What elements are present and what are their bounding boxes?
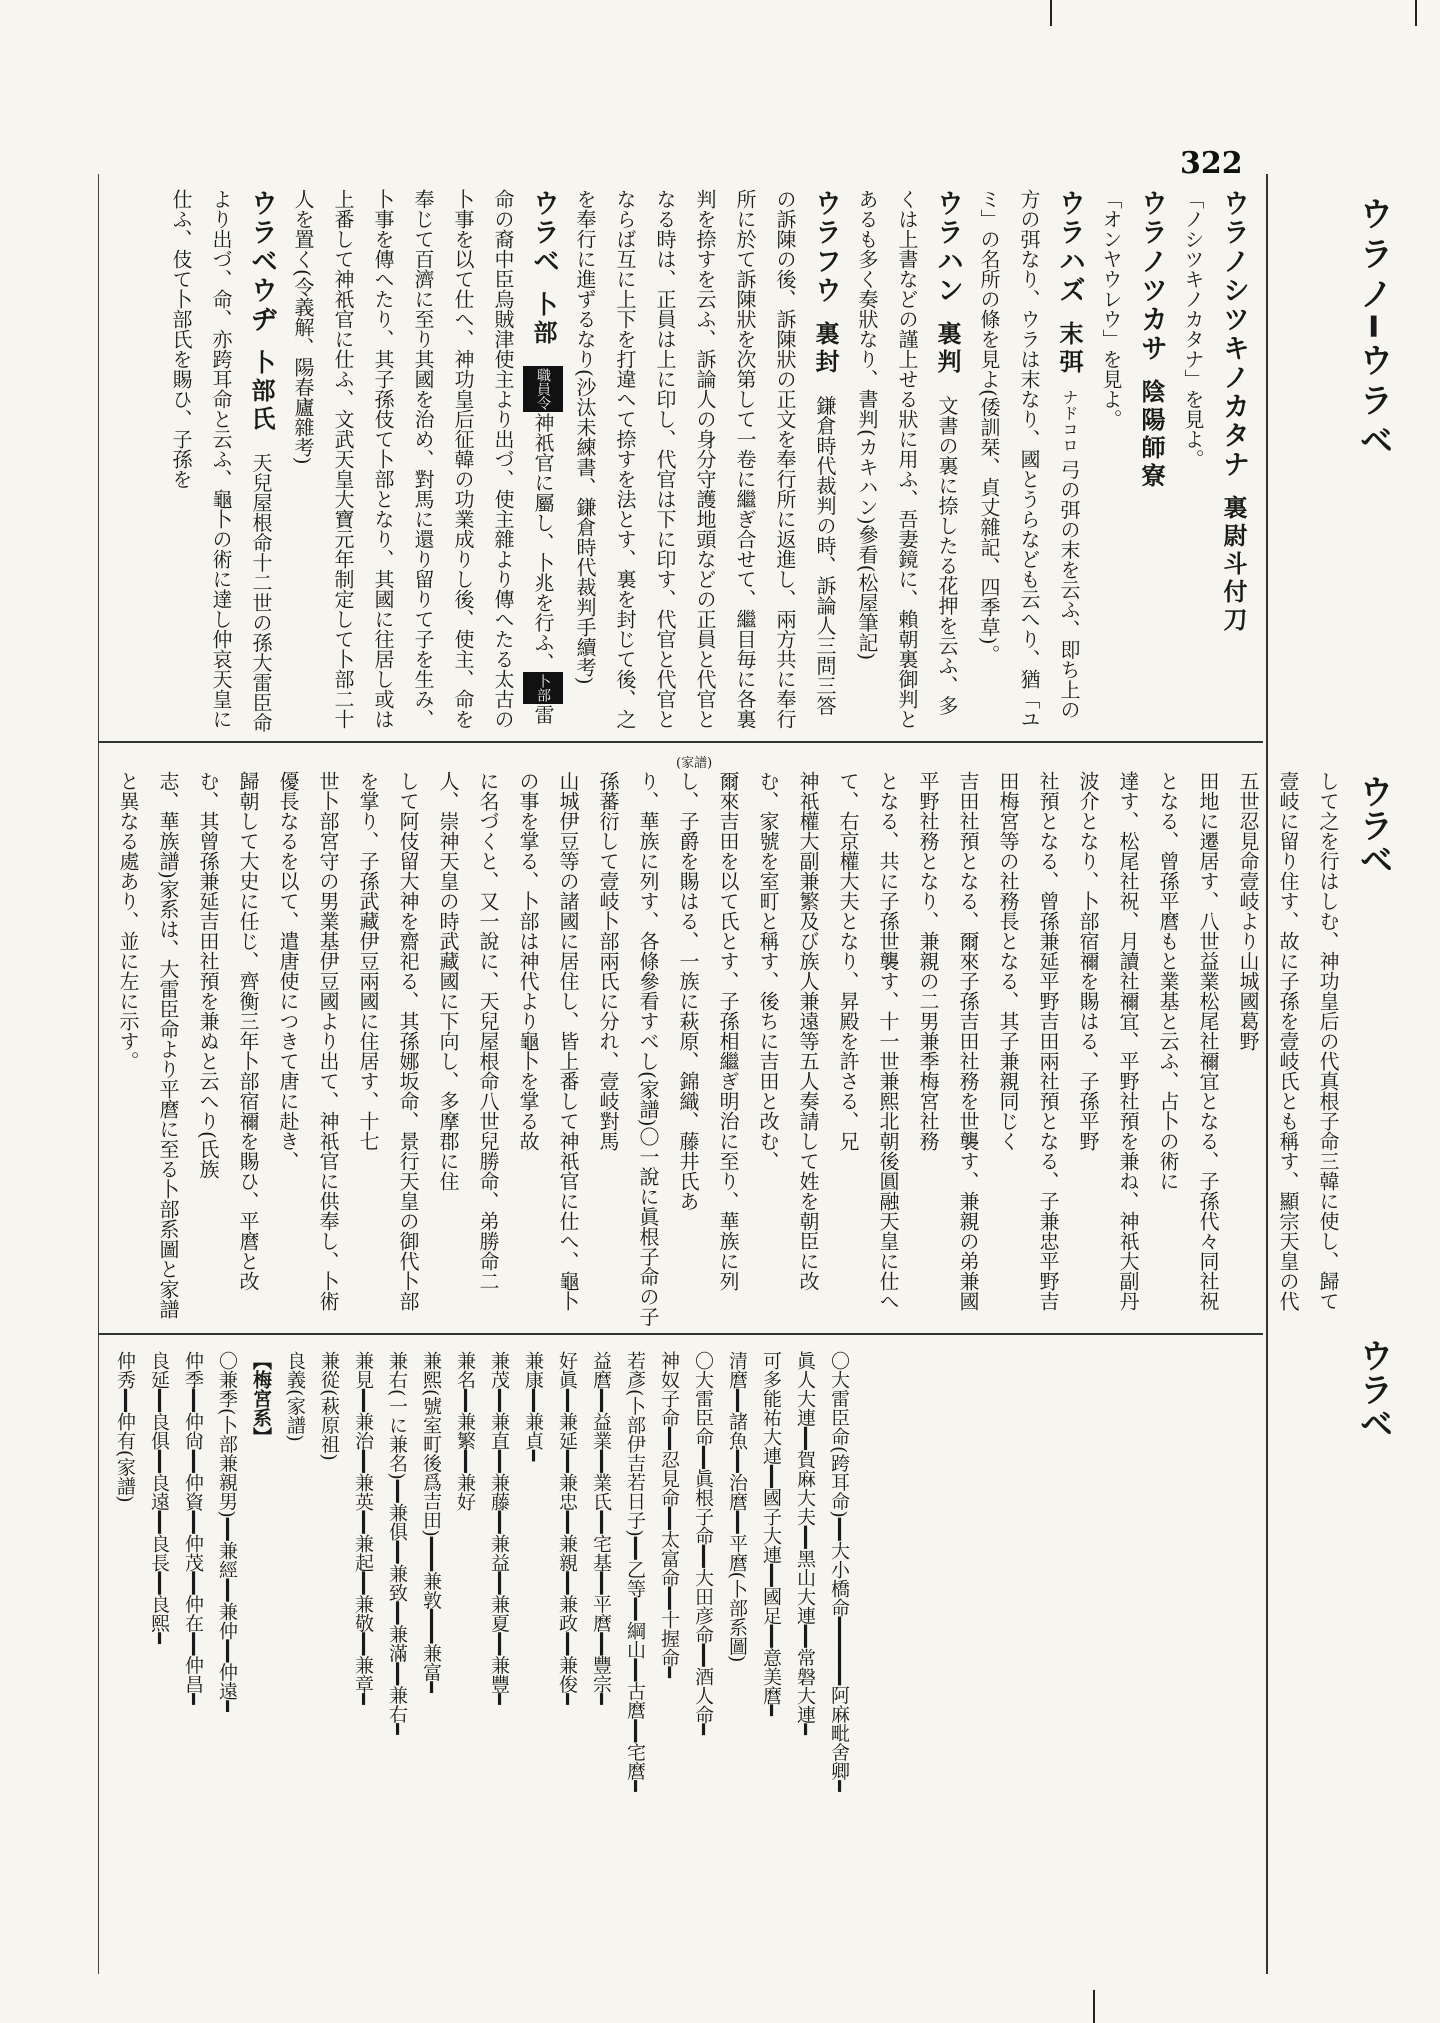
bottom-edge-mark xyxy=(1093,1990,1095,2023)
entry-kanji: 裏判 xyxy=(933,321,962,377)
entry-headword: ウラノツカサ xyxy=(1136,189,1167,363)
genealogy-line: 兼右(一に兼名)━━兼俱━━兼致━━兼滿━━兼右━ xyxy=(386,1351,408,1735)
entry-kanji: 末弭 xyxy=(1055,321,1084,377)
entry-headword: ウラベウヂ xyxy=(246,189,277,334)
genealogy-line: 益麿━━益業━━業氏━━宅基━━平麿━━豐宗━ xyxy=(590,1351,612,1705)
source-badge: 卜部 xyxy=(523,672,563,704)
text-line: となる、共に子孫世襲す、十一世兼熙北朝後圓融天皇に仕へて、右京權大夫となり、昇殿を許さる、兄 xyxy=(836,771,900,1311)
text-line: 歸朝して大史に任じ、齊衡三年卜部宿禰を賜ひ、平麿と改む、其曾孫兼延吉田社預を兼ぬと云へり(氏族 xyxy=(196,771,260,1291)
top-edge-mark xyxy=(1415,0,1417,26)
entry-headword: ウラベ xyxy=(528,189,559,276)
entry-body: 鎌倉時代裁判の時、訴論人三問三答の訴陳の後、訴陳狀の正文を奉行所に返進し、兩方共に奉行所に於て訴陳狀を次第して一卷に繼ぎ合せて、繼目毎に各裏判を捺すを云ふ、訴論人の身分守護地頭などの正員と代官となる時は、正員は上に印し、代官は下に印す、代官と代官とならば互に上下を打違へて捺すを法とす、裏を封じて後、之を奉行に進ずるなり(沙汰未練書、鎌倉時代裁判手續考) xyxy=(573,189,837,729)
text-line: 志、華族譜)家系は、大雷臣命より平麿に至る卜部系圖と家譜と異なる處あり、並に左に示す。 xyxy=(116,771,180,1319)
text-line: 社預となる、曾孫兼延平野吉田兩社預となる、子兼忠平野吉田梅宮等の社務長となる、其子兼親同じく xyxy=(996,771,1060,1311)
genealogy-line: 〇兼季(卜部兼親男)━━兼經━━兼仲━━仲遠━ xyxy=(216,1351,238,1712)
entry-body: 天兒屋根命十二世の孫大雷臣命より出づ、命、亦跨耳命と云ふ、龜卜の術に達し仲哀天皇に仕ふ、伎て卜部氏を賜ひ、子孫を xyxy=(169,189,273,733)
entry-headword: ウラハン xyxy=(932,189,963,305)
running-title: ウラノ━ウラベ xyxy=(1353,196,1393,463)
text-line: 爾來吉田を以て氏とす、子孫相繼ぎ明治に至り、華族に列し、子爵を賜はる、一族に萩原、錦織、藤井氏あ xyxy=(676,771,740,1291)
genealogy-line: 〇大雷臣命(跨耳命)━━大小橋命━━━━━━阿麻毗舍卿━ xyxy=(828,1351,850,1792)
entry-urahan xyxy=(847,189,967,735)
text-line: 神祇權大副兼繁及び族人兼遠等五人奏請して姓を朝臣に改む、家號を室町と稱す、後ちに吉田と改む、 xyxy=(756,771,820,1291)
genealogy-line: 兼見━━兼治━━兼英━━兼起━━兼敬━━兼章━ xyxy=(352,1351,374,1705)
genealogy-line: 好眞━━兼延━━兼忠━━兼親━━兼政━━兼俊━ xyxy=(556,1351,578,1705)
genealogy-section-title: 【梅宮系】 xyxy=(250,1351,272,1446)
genealogy-line: 可多能祐大連━━國子大連━━國足━━意美麿━ xyxy=(760,1351,782,1717)
entry-urano-shitsuki-no-katana xyxy=(1173,189,1253,735)
genealogy-line: 兼康━━兼貞━ xyxy=(522,1351,544,1462)
genealogy-line: 良延━━良俱━━良遠━━良長━━良熙━ xyxy=(148,1351,170,1644)
entry-body: 「ノシツキノカタナ」を見よ。 xyxy=(1181,189,1205,469)
continuation-text xyxy=(108,771,1348,1327)
side-label-lower: ウラベ xyxy=(1353,1338,1393,1440)
genealogy-line: 兼熙(號室町後爲吉田)━━━兼敦━━━兼富━ xyxy=(420,1351,442,1693)
entry-urafuu xyxy=(565,189,845,735)
genealogy-section xyxy=(98,1337,1263,1972)
genealogy-line: 良義(家譜) xyxy=(284,1351,306,1442)
top-edge-mark xyxy=(1050,0,1052,26)
entry-kanji: 裏封 xyxy=(811,321,840,377)
text-line: 山城伊豆等の諸國に居住し、皆上番して神祇官に仕へ、龜卜の事を掌る、卜部は神代より龜卜を掌る故 xyxy=(516,771,580,1311)
text-line: り、華族に列す、各條參看すべし(家譜)〇一說に眞根子命の子孫蕃衍して壹岐卜部兩氏に分れ、壹岐對馬 xyxy=(596,771,660,1327)
genealogy-line: 神奴子命━━忍見命━━太富命━━十握命━ xyxy=(658,1351,680,1679)
entry-urabe-uji xyxy=(161,189,281,735)
entry-kanji: 卜部 xyxy=(529,292,558,348)
entry-urabe xyxy=(283,189,563,735)
entry-headword: ウラハズ xyxy=(1054,189,1085,305)
text-line: 田地に遷居す、八世益業松尾社禰宜となる、子孫代々同社祝となる、曾孫平麿もと業基と云ふ、占卜の術に xyxy=(1156,771,1220,1311)
side-label-middle: ウラベ xyxy=(1353,774,1393,876)
genealogy-line: 兼茂━━兼直━━兼藤━━兼益━━兼夏━━兼豐━ xyxy=(488,1351,510,1705)
entry-urano-tsukasa xyxy=(1091,189,1171,735)
genealogy-line: 若彥(卜部伊吉若日子)━━乙等━━綱山━━古麿━━宅麿━ xyxy=(624,1351,646,1792)
genealogy-line: 〇大雷臣命━━眞根子命━━大田彦命━━酒人命━ xyxy=(692,1351,714,1736)
genealogy-line: 兼從(萩原祖) xyxy=(318,1351,340,1461)
entry-kanji: 陰陽師寮 xyxy=(1137,379,1166,491)
entry-kanji: 裏尉斗付刀 xyxy=(1219,495,1248,635)
genealogy-chart xyxy=(108,1351,856,1958)
footnote-mark: (家譜) xyxy=(676,756,713,771)
genealogy-line: 眞人大連━━賀麻大夫━━黑山大連━━常磐大連━ xyxy=(794,1351,816,1736)
source-badge: 職員令 xyxy=(523,366,563,412)
entry-body: 弓の弭の末を云ふ、即ち上の方の弭なり、ウラは末なり、國とうらなども云へり、猶「ユミ」の名所の條を見よ(倭訓栞、貞丈雜記、四季草)。 xyxy=(977,189,1081,729)
genealogy-line: 仲季━━仲尙━━仲資━━仲茂━━仲在━━仲昌━ xyxy=(182,1351,204,1705)
genealogy-line: 清麿━━諸魚━━治麿━━平麿(卜部系圖) xyxy=(726,1351,748,1663)
text-line: して之を行はしむ、神功皇后の代真根子命三韓に使し、歸て壹岐に留り住す、故に子孫を壹岐氏とも稱す、顯宗天皇の代五世忍見命壹岐より山城國葛野 xyxy=(1236,771,1340,1311)
entry-headword: ウラノシツキノカタナ xyxy=(1218,189,1249,479)
entry-urahazu xyxy=(969,189,1089,735)
text-line: して阿伎留大神を齋祀る、其孫娜坂命、景行天皇の御代卜部を掌り、子孫武藏伊豆兩國に住居す、十七 xyxy=(356,771,420,1311)
entry-body: 神祇官に屬し、卜兆を行ふ、 xyxy=(531,412,555,673)
entry-body: 文書の裏に捺したる花押を云ふ、多くは上書などの謹上せる狀に用ふ、吾妻鏡に、賴朝裏御判とあるも多く奏狀なり、書判(カキハン)參看(松屋筆記) xyxy=(855,189,959,729)
text-line: 世卜部宮守の男業基伊豆國より出て、神祇官に供奉し、卜術優長なるを以て、遣唐使につきて唐に赴き、 xyxy=(276,771,340,1311)
entry-ruby: ナドコロ xyxy=(1060,389,1079,453)
genealogy-line: 仲秀━━仲有(家譜) xyxy=(114,1351,136,1503)
entries-section xyxy=(98,183,1263,743)
entry-headword: ウラフウ xyxy=(810,189,841,305)
text-line: 達す、松尾社祝、月讀社禰宜、平野社預を兼ね、神祇大副丹波介となり、卜部宿禰を賜はる、子孫平野 xyxy=(1076,771,1140,1311)
genealogy-line: 兼名━━兼繁━━兼好 xyxy=(454,1351,476,1511)
entry-kanji: 卜部氏 xyxy=(247,350,276,434)
entry-body: 雷命の裔中臣烏賊津使主より出づ、使主雜より傳へたる太古の卜事を以て仕へ、神功皇后征韓の功業成りし後、使主、命を奉じて百濟に至り其國を治め、對馬に還り留りて子を生み、卜事を傳へたり、其子孫伎て卜部となり、其國に往居し或は上番して神祇官に仕ふ、文武天皇大寶元年制定して卜部二十人を置く(令義解、陽春廬雜考) xyxy=(291,189,555,729)
entry-body: 「オンヤウレウ」を見よ。 xyxy=(1099,189,1123,429)
page-number: 322 xyxy=(1180,146,1243,181)
text-line: に名づくと、又一說に、天兒屋根命八世兒勝命、弟勝命二人、崇神天皇の時武藏國に下向し、多摩郡に住 xyxy=(436,771,500,1291)
continuation-section xyxy=(98,745,1340,1335)
text-line: 吉田社預となる、爾來子孫吉田社務を世襲す、兼親の弟兼國平野社務となり、兼親の二男兼季梅宮社務 xyxy=(916,771,980,1311)
